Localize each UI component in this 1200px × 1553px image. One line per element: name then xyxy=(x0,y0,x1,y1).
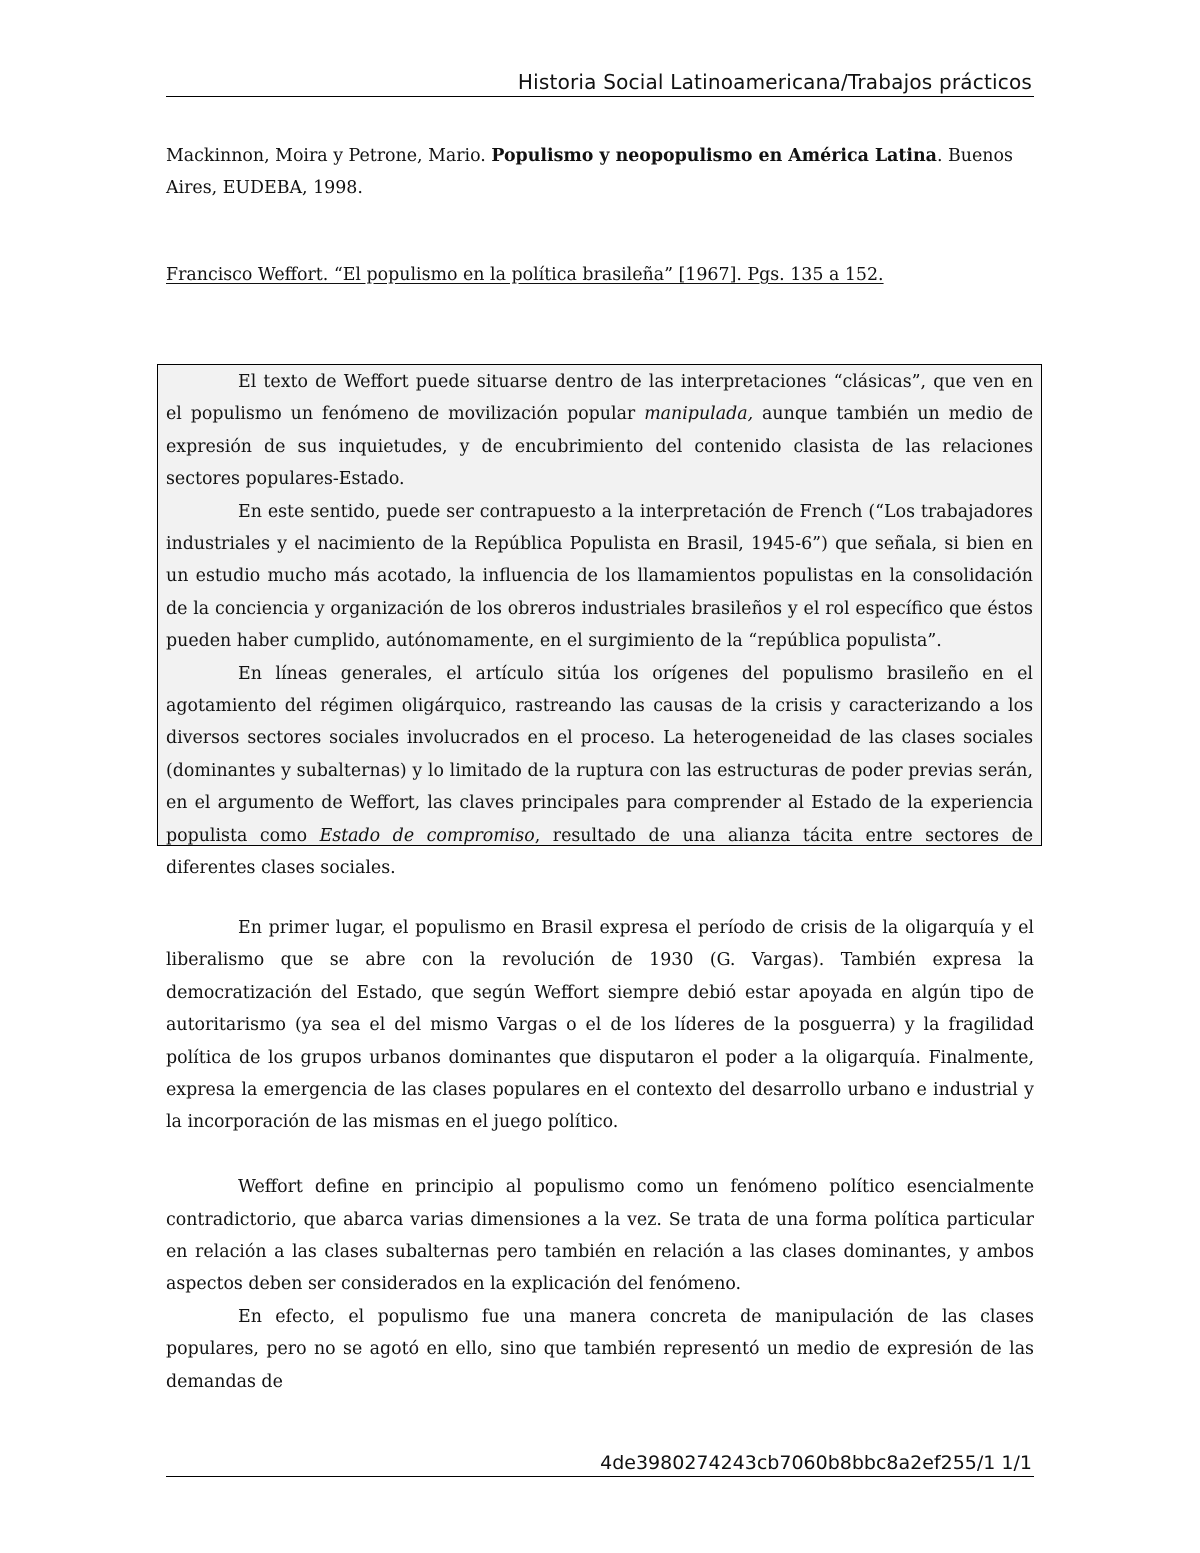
header-title: Historia Social Latinoamericana/Trabajos prácticos xyxy=(517,70,1032,94)
bibliographic-citation xyxy=(166,140,1034,205)
body-paragraph-3: En efecto, el populismo fue una manera concreta de manipulación de las clases populares, pero no se agotó en ello, sino que también representó un medio de expresión de las demandas de xyxy=(166,1306,1034,1392)
body-paragraph-1: En primer lugar, el populismo en Brasil expresa el período de crisis de la oligarquía y el liberalismo que se abre con la revolución de 1930 (G. Vargas). También expresa la democratización del Estado, que según Weffort siempre debió estar apoyada en algún tipo de autoritarismo (ya sea el del mismo Vargas o el de los líderes de la posguerra) y la fragilidad política de los grupos urbanos dominantes que disputaron el poder a la oligarquía. Finalmente, expresa la emergencia de las clases populares en el contexto del desarrollo urbano e industrial y la incorporación de las mismas en el juego político. xyxy=(166,918,1034,1133)
summary-paragraph-3 xyxy=(166,658,1033,885)
summary-p1-emphasis: manipulada, xyxy=(644,404,754,425)
chapter-reference: Francisco Weffort. “El populismo en la política brasileña” [1967]. Pgs. 135 a 152. xyxy=(166,264,884,285)
citation-publisher: . Buenos Aires, EUDEBA, 1998. xyxy=(166,146,1013,199)
footer-document-id: 4de3980274243cb7060b8bbc8a2ef255/1 1/1 xyxy=(600,1452,1032,1474)
page-footer xyxy=(166,1446,1034,1477)
summary-p3-text: En líneas generales, el artículo sitúa los orígenes del populismo brasileño en el agotamiento del régimen oligárquico, rastreando las causas de la crisis y caracterizando a los diversos sectores sociales involucrados en el proceso. La heterogeneidad de las clases sociales (dominantes y subalternas) y lo limitado de la ruptura con las estructuras de poder previas serán, en el argumento de Weffort, las claves principales para comprender al Estado de la experiencia populista como xyxy=(166,663,1033,846)
body-paragraph-2: Weffort define en principio al populismo como un fenómeno político esencialmente contradictorio, que abarca varias dimensiones a la vez. Se trata de una forma política particular en relación a las clases subalternas pero también en relación a las clases dominantes, y ambos aspectos deben ser considerados en la explicación del fenómeno. xyxy=(166,1177,1034,1295)
document-intro xyxy=(166,140,1034,291)
citation-book-title: Populismo y neopopulismo en América Latina xyxy=(491,146,937,166)
page-header xyxy=(166,66,1034,97)
summary-p3-rest: , resultado de una alianza tácita entre sectores de diferentes clases sociales. xyxy=(166,825,1033,879)
summary-paragraph-2: En este sentido, puede ser contrapuesto a la interpretación de French (“Los trabajadores industriales y el nacimiento de la República Populista en Brasil, 1945-6”) que señala, si bien en un estudio mucho más acotado, la influencia de los llamamientos populistas en la consolidación de la conciencia y organización de los obreros industriales brasileños y el rol específico que éstos pueden haber cumplido, autónomamente, en el surgimiento de la “república populista”. xyxy=(166,501,1033,652)
summary-p3-emphasis: Estado de compromiso xyxy=(319,825,535,846)
citation-authors: Mackinnon, Moira y Petrone, Mario. xyxy=(166,146,492,166)
summary-p1-text: El texto de Weffort puede situarse dentro de las interpretaciones “clásicas”, que ven en el populismo un fenómeno de movilización popular xyxy=(166,372,1033,425)
body-text xyxy=(166,912,1034,1398)
summary-paragraph-1 xyxy=(166,366,1033,496)
summary-box xyxy=(157,364,1042,879)
summary-p1-rest: aunque también un medio de expresión de sus inquietudes, y de encubrimiento del contenido clasista de las relaciones sectores populares-Estado. xyxy=(166,404,1033,490)
